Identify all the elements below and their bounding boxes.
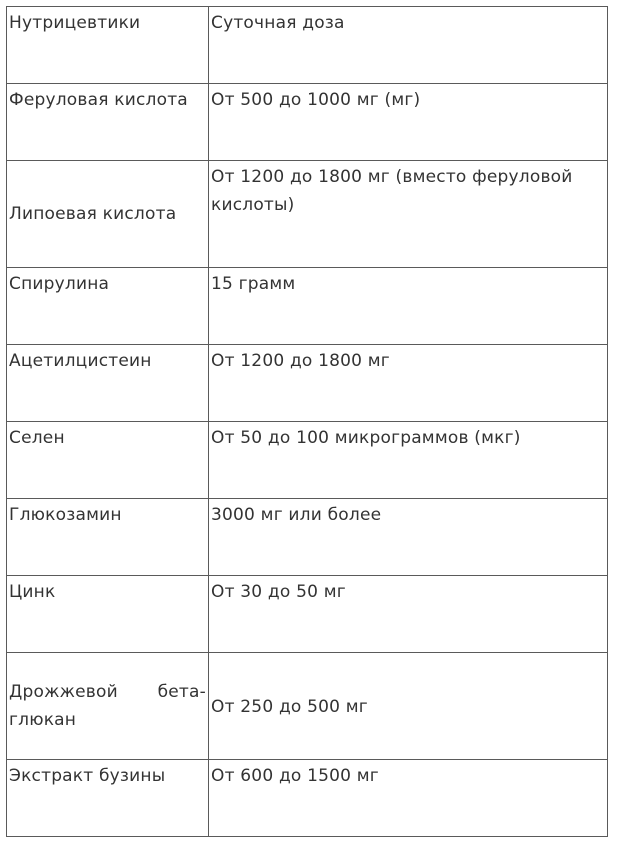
dose-cell: От 600 до 1500 мг	[209, 760, 608, 837]
table-row	[7, 345, 608, 422]
dose-cell: От 1200 до 1800 мг	[209, 345, 608, 422]
dose-cell: От 250 до 500 мг	[209, 653, 608, 760]
table-header-row	[7, 7, 608, 84]
dose-cell: От 1200 до 1800 мг (вместо феруловой кислоты)	[209, 161, 608, 268]
nutrient-name-cell	[7, 653, 209, 760]
table-row	[7, 499, 608, 576]
nutrient-name-cell: Феруловая кислота	[7, 84, 209, 161]
nutrient-name-cell: Цинк	[7, 576, 209, 653]
dose-cell: От 30 до 50 мг	[209, 576, 608, 653]
nutrient-name-cell: Селен	[7, 422, 209, 499]
nutrient-name-cell: Экстракт бузины	[7, 760, 209, 837]
nutrient-name-cell: Ацетилцистеин	[7, 345, 209, 422]
nutrient-name-line-2: глюкан	[9, 710, 77, 730]
nutrient-name-cell: Спирулина	[7, 268, 209, 345]
header-cell-daily-dose: Суточная доза	[209, 7, 608, 84]
table-row	[7, 422, 608, 499]
nutrient-name-line-1: Дрожжевой бета-	[9, 682, 206, 702]
header-cell-nutraceuticals: Нутрицевтики	[7, 7, 209, 84]
dose-cell: От 500 до 1000 мг (мг)	[209, 84, 608, 161]
nutrient-name-cell: Глюкозамин	[7, 499, 209, 576]
table-row	[7, 161, 608, 268]
nutraceuticals-table	[6, 6, 608, 837]
table-row	[7, 84, 608, 161]
dose-cell: От 50 до 100 микрограммов (мкг)	[209, 422, 608, 499]
dose-cell: 3000 мг или более	[209, 499, 608, 576]
table-row	[7, 760, 608, 837]
dose-cell: 15 грамм	[209, 268, 608, 345]
table-row	[7, 268, 608, 345]
nutrient-name-cell: Липоевая кислота	[7, 161, 209, 268]
table-row	[7, 576, 608, 653]
table-row	[7, 653, 608, 760]
